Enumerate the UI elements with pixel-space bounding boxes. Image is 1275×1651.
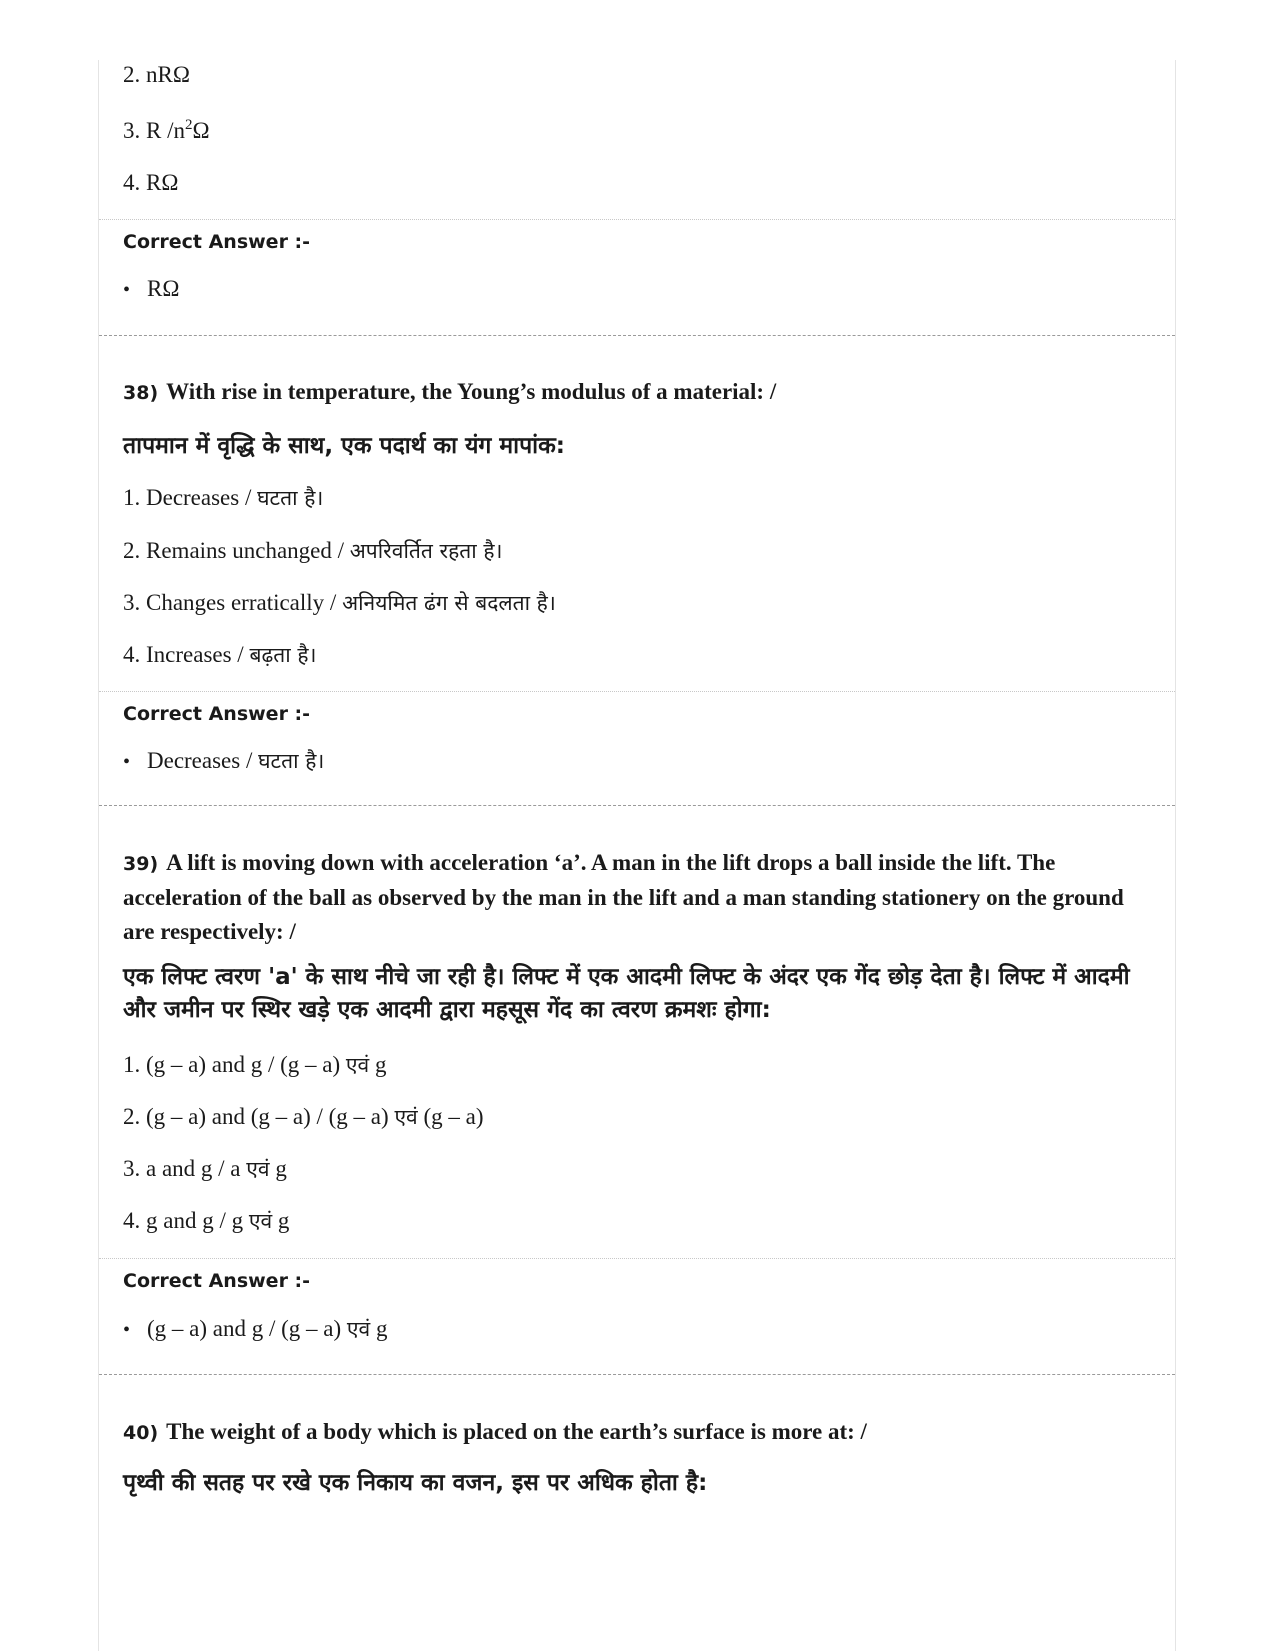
correct-answer-text-hindi: एवं [346,1317,371,1341]
option-text: R /n [146,118,185,143]
option-text: Increases / [146,642,244,667]
option-text: (g – a) and (g – a) / (g – a) [146,1104,389,1129]
option-number: 4. [123,642,141,667]
correct-answer-text-hindi: घटता है। [258,749,325,773]
correct-answer-text: Decreases / [147,748,253,773]
option-text: nRΩ [146,62,190,87]
question-39-hindi: एक लिफ्ट त्वरण 'a' के साथ नीचे जा रही है। लिफ्ट में एक आदमी लिफ्ट के अंदर एक गेंद छोड़ देता है। लिफ्ट में आदमी और जमीन पर स्थिर खड़े एक आदमी द्वारा महसूस गेंद का त्वरण क्रमशः होगा: [123,964,1130,1023]
question-number: 38) [123,382,159,404]
option-number: 4. [123,1208,141,1233]
question-number: 40) [123,1422,159,1444]
option-text: a and g / a [146,1156,241,1181]
option-text-hindi: एवं [394,1105,418,1129]
question-text: With rise in temperature, the Young’s modulus of a material: / [166,379,777,404]
q39-option-4 [99,1206,1175,1236]
q39-option-2 [99,1102,1175,1132]
bullet-icon: • [123,1319,131,1341]
option-number: 2. [123,62,141,87]
correct-answer-text-tail: g [375,1316,388,1341]
question-38-english [99,375,1175,410]
option-number: 4. [123,170,141,195]
option-superscript: 2 [184,117,193,133]
option-text-hindi: घटता है। [257,486,324,510]
option-text-hindi: अपरिवर्तित रहता है। [349,539,503,563]
q37-option-3 [99,116,1175,146]
option-text-hindi: एवं [248,1209,273,1233]
option-number: 3. [123,590,141,615]
correct-answer-value [99,746,1175,777]
correct-answer-label: Correct Answer :- [123,231,311,253]
correct-answer-label: Correct Answer :- [123,703,311,725]
option-text-tail: (g – a) [423,1104,484,1129]
correct-answer-text: (g – a) and g / (g – a) [147,1316,342,1341]
q38-option-4 [99,640,1175,670]
correct-answer-text: RΩ [147,276,180,301]
q39-option-1 [99,1050,1175,1080]
q38-option-3 [99,588,1175,618]
option-number: 1. [123,1052,141,1077]
question-separator [99,805,1175,806]
question-separator [99,335,1175,336]
bullet-icon: • [123,279,131,301]
option-text-tail: g [275,1156,287,1181]
option-number: 3. [123,118,141,143]
option-text: RΩ [146,170,179,195]
q37-option-4 [99,168,1175,198]
option-text: g and g / g [146,1208,244,1233]
divider [99,219,1175,220]
option-text-hindi: बढ़ता है। [249,643,317,667]
option-text-unit: Ω [192,118,210,143]
q38-option-1 [99,483,1175,513]
divider [99,691,1175,692]
option-text-tail: g [374,1052,387,1077]
q39-option-3 [99,1154,1175,1184]
option-text-tail: g [277,1208,290,1233]
option-text: (g – a) and g / (g – a) [146,1052,341,1077]
option-text-hindi: अनियमित ढंग से बदलता है। [342,591,556,615]
question-40-hindi: पृथ्वी की सतह पर रखे एक निकाय का वजन, इस पर अधिक होता है: [123,1470,708,1496]
option-text-hindi: एवं [246,1157,270,1181]
question-separator [99,1374,1175,1375]
bullet-icon: • [123,751,131,773]
question-text: The weight of a body which is placed on the earth’s surface is more at: / [166,1419,867,1444]
option-number: 1. [123,485,141,510]
correct-answer-value [99,274,1175,305]
correct-answer-value [99,1314,1175,1345]
option-number: 3. [123,1156,141,1181]
option-text-hindi: एवं [345,1053,370,1077]
question-38-hindi: तापमान में वृद्धि के साथ, एक पदार्थ का यंग मापांक: [123,433,565,459]
question-39-english [99,846,1175,949]
correct-answer-label: Correct Answer :- [123,1270,311,1292]
question-paper-page [98,60,1176,1651]
divider [99,1258,1175,1259]
q38-option-2 [99,536,1175,566]
question-number: 39) [123,853,159,875]
question-text: A lift is moving down with acceleration ‘a’. A man in the lift drops a ball inside the lift. The acceleration of the ball as observed by the man in the lift and a man standing stationery on the ground are respectively: / [123,850,1124,944]
q37-option-2 [99,60,1175,90]
option-number: 2. [123,1104,141,1129]
option-number: 2. [123,538,141,563]
option-text: Remains unchanged / [146,538,345,563]
option-text: Changes erratically / [146,590,337,615]
question-40-english [99,1415,1175,1450]
option-text: Decreases / [146,485,252,510]
